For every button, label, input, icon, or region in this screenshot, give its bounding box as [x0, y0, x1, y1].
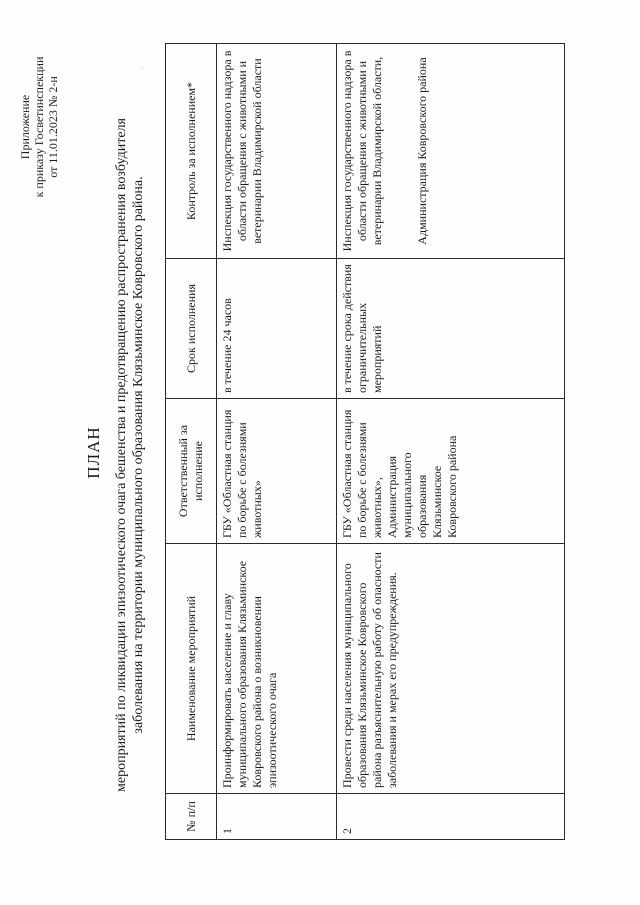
header-num: № п/п: [166, 794, 217, 840]
scan-dot: ·: [138, 67, 147, 70]
control-spacer: [385, 49, 415, 253]
header-responsible: Ответственный за исполнение: [166, 399, 217, 544]
row-control: [217, 44, 337, 259]
plan-subtitle-line: заболевания на территории муниципального образования Клязьминское Ковровского района.: [131, 176, 146, 734]
plan-table: [165, 43, 565, 840]
appendix-date-line: от 11.01.2023 № 2-н: [46, 76, 60, 178]
table-row: [217, 44, 337, 840]
row-control: [337, 44, 565, 259]
row-deadline: в течение срока действия ограничительных мероприятий: [337, 259, 565, 399]
row-responsible: ГБУ «Областная станция по борьбе с болезнями животных»: [217, 399, 337, 544]
control-text-extra: Администрация Ковровского района: [415, 57, 430, 245]
appendix-note: [18, 42, 60, 212]
control-text: Инспекция государственного надзора в области обращения с животными и ветеринарии Владимирской области: [220, 50, 264, 252]
table-row: [337, 44, 565, 840]
header-deadline: Срок исполнения: [166, 259, 217, 399]
appendix-line: к приказу Госветинспекции: [32, 56, 46, 198]
row-name: Проинформировать население и главу муниципального образования Клязьминское Ковровского района о возникновении эпизоотического очага: [217, 544, 337, 794]
header-name: Наименование мероприятий: [166, 544, 217, 794]
row-num: 1: [217, 794, 337, 840]
plan-title: ПЛАН: [84, 426, 103, 479]
row-deadline: в течение 24 часов: [217, 259, 337, 399]
row-name: Провести среди населения муниципального образования Клязьминское Ковровского района разъяснительную работу об опасности заболевания и мерах его предупреждения.: [337, 544, 565, 794]
row-responsible: ГБУ «Областная станция по борьбе с болезнями животных», Администрация муниципального образования Клязьминское Ковровского района: [337, 399, 565, 544]
plan-subtitle: [113, 75, 147, 835]
row-num: 2: [337, 794, 565, 840]
table-header-row: [166, 44, 217, 840]
control-text: Инспекция государственного надзора в области обращения с животными и ветеринарии Владимирской области,: [340, 50, 385, 252]
header-control: Контроль за исполнением*: [166, 44, 217, 259]
appendix-line: Приложение: [18, 94, 32, 160]
plan-subtitle-line: мероприятий по ликвидации эпизоотического очага бешенства и предотвращению распространения возбудителя: [114, 118, 129, 792]
